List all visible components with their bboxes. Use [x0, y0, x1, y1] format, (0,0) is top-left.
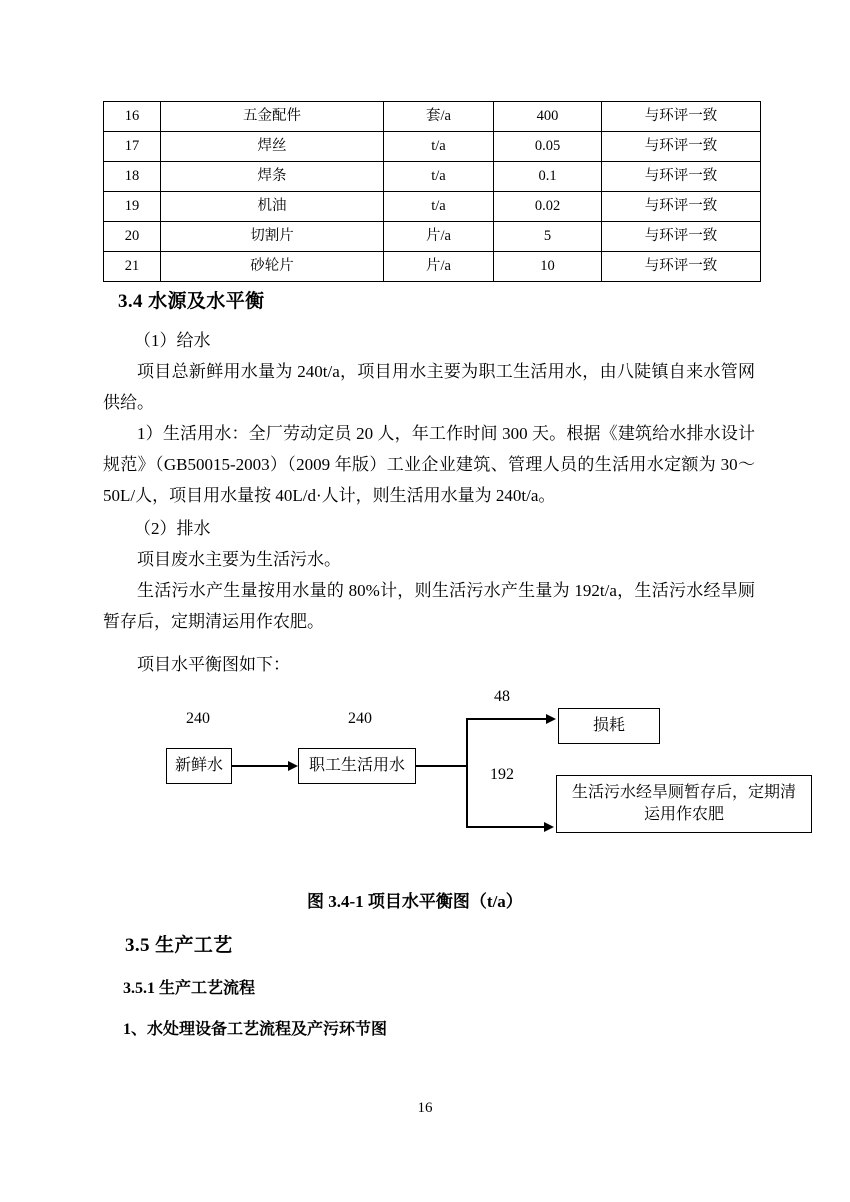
water-balance-diagram [0, 690, 850, 865]
cell-unit: t/a [384, 162, 494, 192]
flow-label-to-loss: 48 [494, 688, 510, 705]
cell-no: 20 [104, 222, 161, 252]
connector-split-riser [466, 718, 468, 828]
paragraph-3-4-sewage-amount: 生活污水产生量按用水量的 80%计，则生活污水产生量为 192t/a，生活污水经旱厕暂存后，定期清运用作农肥。 [103, 581, 755, 631]
arrowhead-to-sewage [544, 822, 554, 832]
table-body [104, 102, 761, 282]
connector-fresh-to-staff [232, 765, 288, 767]
heading-3-4: 3.4 水源及水平衡 [118, 291, 265, 312]
paragraph-3-4-item-2: （2）排水 [134, 519, 211, 538]
paragraph-3-4-item-1: （1）给水 [134, 331, 211, 350]
node-sewage: 生活污水经旱厕暂存后，定期清运用作农肥 [556, 775, 812, 833]
cell-qty: 5 [494, 222, 602, 252]
materials-table [103, 101, 761, 282]
cell-name: 切割片 [161, 222, 384, 252]
cell-no: 18 [104, 162, 161, 192]
paragraph-3-4-figure-intro: 项目水平衡图如下： [137, 655, 290, 674]
cell-no: 21 [104, 252, 161, 282]
paragraph-3-4-wastewater: 项目废水主要为生活污水。 [137, 550, 341, 569]
cell-no: 17 [104, 132, 161, 162]
cell-note: 与环评一致 [602, 222, 761, 252]
heading-3-5: 3.5 生产工艺 [125, 935, 233, 956]
cell-note: 与环评一致 [602, 132, 761, 162]
heading-3-5-1: 3.5.1 生产工艺流程 [123, 980, 256, 997]
cell-note: 与环评一致 [602, 102, 761, 132]
paragraph-3-4-domestic-water: 1）生活用水：全厂劳动定员 20 人，年工作时间 300 天。根据《建筑给水排水设计规范》（GB50015-2003）（2009 年版）工业企业建筑、管理人员的生活用水定额为 30～50L/人，项目用水量按 40L/d·人计，则生活用水量为 240t/a。 [103, 424, 755, 505]
flow-label-to-staff: 240 [348, 710, 372, 727]
flow-label-fresh-in: 240 [186, 710, 210, 727]
connector-to-loss [466, 718, 548, 720]
cell-name: 砂轮片 [161, 252, 384, 282]
table-row [104, 252, 761, 282]
heading-3-5-1-item-1: 1、水处理设备工艺流程及产污环节图 [123, 1021, 388, 1038]
cell-note: 与环评一致 [602, 162, 761, 192]
cell-note: 与环评一致 [602, 252, 761, 282]
page-number: 16 [417, 1100, 433, 1116]
cell-qty: 0.02 [494, 192, 602, 222]
cell-unit: 套/a [384, 102, 494, 132]
cell-name: 焊条 [161, 162, 384, 192]
cell-qty: 0.05 [494, 132, 602, 162]
cell-qty: 0.1 [494, 162, 602, 192]
node-loss: 损耗 [558, 708, 660, 744]
cell-note: 与环评一致 [602, 192, 761, 222]
cell-unit: t/a [384, 192, 494, 222]
connector-to-sewage [466, 826, 546, 828]
arrowhead-fresh-to-staff [288, 761, 298, 771]
connector-staff-trunk [416, 765, 468, 767]
paragraph-3-4-supply: 项目总新鲜用水量为 240t/a，项目用水主要为职工生活用水，由八陡镇自来水管网供给。 [103, 362, 755, 412]
table-row [104, 162, 761, 192]
cell-qty: 400 [494, 102, 602, 132]
cell-name: 焊丝 [161, 132, 384, 162]
cell-qty: 10 [494, 252, 602, 282]
arrowhead-to-loss [546, 714, 556, 724]
table-row [104, 192, 761, 222]
figure-caption: 图 3.4-1 项目水平衡图（t/a） [307, 892, 523, 911]
cell-unit: t/a [384, 132, 494, 162]
cell-name: 五金配件 [161, 102, 384, 132]
cell-no: 19 [104, 192, 161, 222]
table-row [104, 222, 761, 252]
node-fresh-water: 新鲜水 [166, 748, 232, 784]
cell-unit: 片/a [384, 252, 494, 282]
table-row [104, 102, 761, 132]
flow-label-to-sewage: 192 [490, 766, 514, 783]
table-row [104, 132, 761, 162]
cell-name: 机油 [161, 192, 384, 222]
cell-unit: 片/a [384, 222, 494, 252]
node-staff-domestic-water: 职工生活用水 [298, 748, 416, 784]
cell-no: 16 [104, 102, 161, 132]
